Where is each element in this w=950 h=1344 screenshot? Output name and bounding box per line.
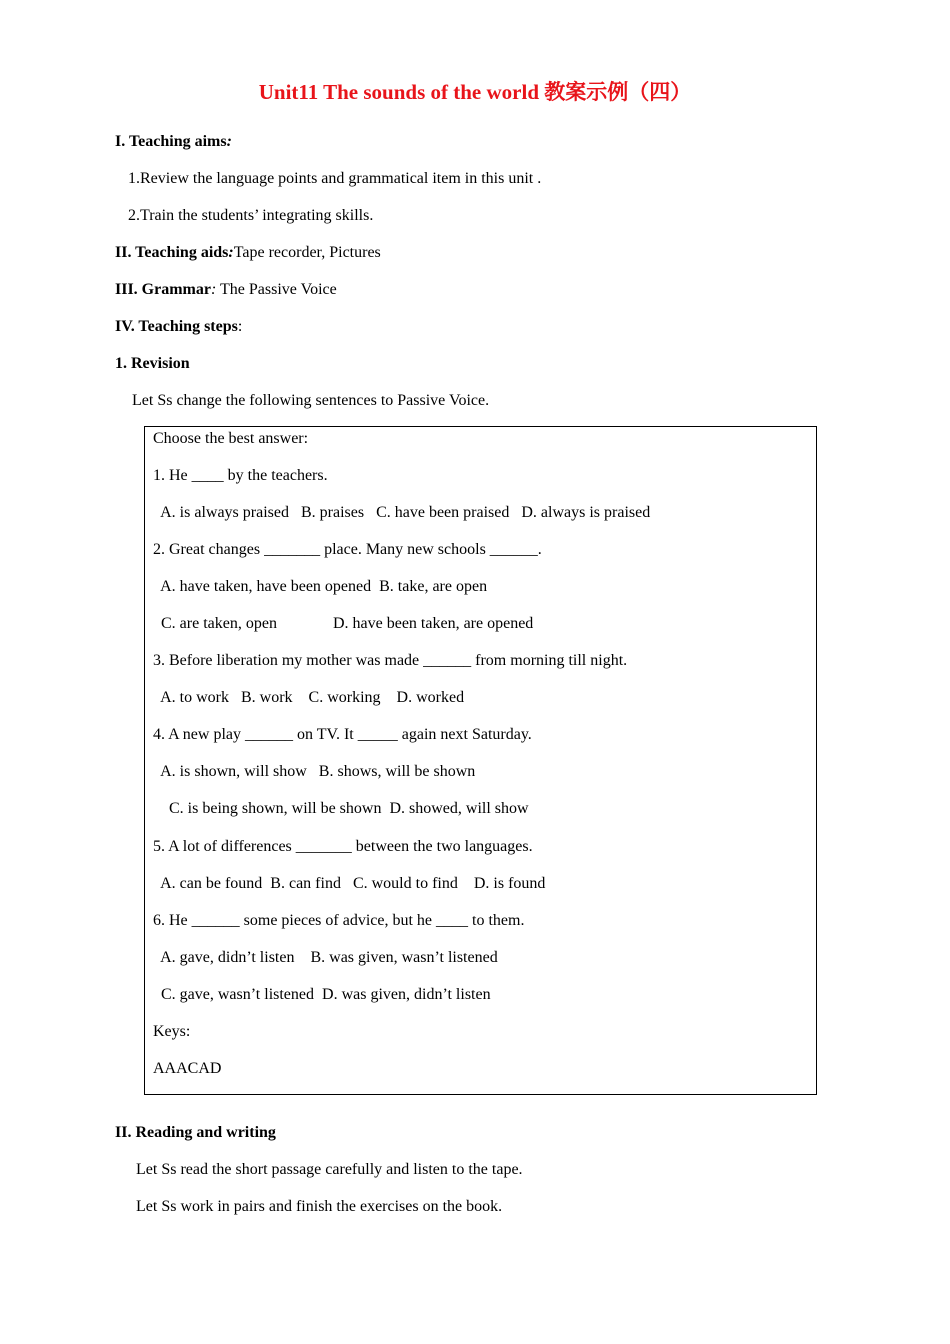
teaching-aids-value: Tape recorder, Pictures [233,244,381,261]
exercise-line: 5. A lot of differences _______ between the two languages. [153,838,533,855]
teaching-steps-heading [115,317,242,337]
exercise-line: 3. Before liberation my mother was made ______ from morning till night. [153,652,628,669]
exercise-line: A. can be found B. can find C. would to find D. is found [153,875,546,892]
keys-value: AAACAD [153,1060,222,1077]
teaching-aims-label: I. Teaching aims [115,133,227,150]
exercise-line: 1. He ____ by the teachers. [153,467,328,484]
grammar-line [115,280,337,300]
exercise-line: 2. Great changes _______ place. Many new schools ______. [153,541,542,558]
teaching-aids-line [115,243,381,263]
exercise-line: A. have taken, have been opened B. take, are open [153,578,488,595]
teaching-aims-colon: : [226,133,232,150]
aim-item-1: 1.Review the language points and grammatical item in this unit . [128,170,542,187]
teaching-steps-label: IV. Teaching steps [115,318,238,335]
reading-line-2: Let Ss work in pairs and finish the exercises on the book. [136,1198,503,1215]
exercise-line: A. is shown, will show B. shows, will be shown [153,763,476,780]
aim-item-2: 2.Train the students’ integrating skills. [128,207,374,224]
reading-line-1: Let Ss read the short passage carefully and listen to the tape. [136,1161,523,1178]
grammar-value: The Passive Voice [216,281,337,298]
teaching-aids-label: II. Teaching aids [115,244,229,261]
exercise-line: A. to work B. work C. working D. worked [153,689,465,706]
document-title: Unit11 The sounds of the world 教案示例（四） [258,80,692,104]
exercise-line: 6. He ______ some pieces of advice, but he ____ to them. [153,912,525,929]
teaching-steps-colon: : [237,318,243,335]
exercise-line: A. gave, didn’t listen B. was given, wasn’t listened [153,949,498,966]
revision-instruction: Let Ss change the following sentences to Passive Voice. [132,392,490,409]
exercise-intro: Choose the best answer: [153,430,309,447]
grammar-colon: : [210,281,217,298]
exercise-line: C. are taken, open D. have been taken, are opened [153,615,534,632]
exercise-line: C. gave, wasn’t listened D. was given, didn’t listen [153,986,491,1003]
grammar-label: III. Grammar [115,281,211,298]
exercise-line: C. is being shown, will be shown D. showed, will show [153,800,529,817]
revision-heading: 1. Revision [115,355,190,372]
teaching-aims-heading [115,132,232,152]
keys-label: Keys: [153,1023,191,1040]
exercise-line: 4. A new play ______ on TV. It _____ again next Saturday. [153,726,532,743]
reading-heading: II. Reading and writing [115,1124,276,1141]
exercise-line: A. is always praised B. praises C. have been praised D. always is praised [153,504,651,521]
teaching-aids-colon: : [228,244,234,261]
